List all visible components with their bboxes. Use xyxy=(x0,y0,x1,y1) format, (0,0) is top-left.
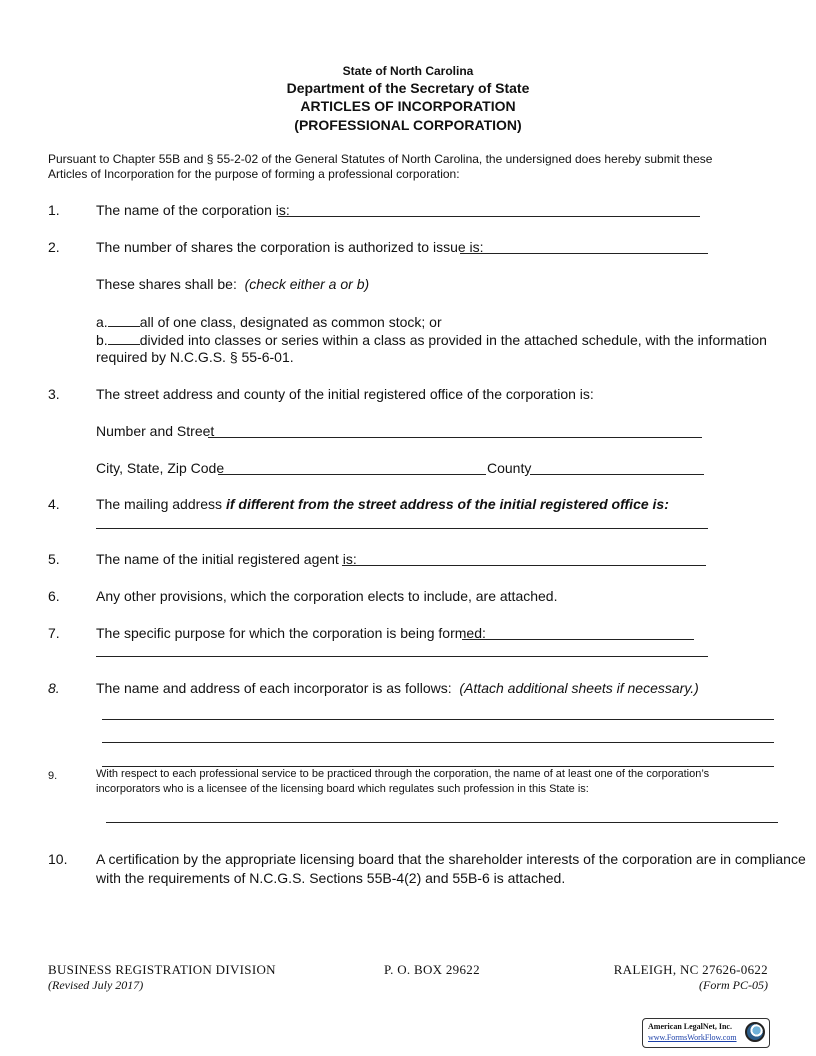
option-a-text: all of one class, designated as common stock; or xyxy=(139,314,442,330)
purpose-field-line-2[interactable] xyxy=(96,656,708,657)
item-2-number: 2. xyxy=(48,239,60,255)
item-10-number: 10. xyxy=(48,851,68,867)
item-4-text-bold: if different from the street address of the initial registered office is: xyxy=(225,496,669,512)
item-10-line-1: A certification by the appropriate licensing board that the shareholder interests of the corporation are in compliance xyxy=(96,851,806,867)
item-10-line-2: with the requirements of N.C.G.S. Sections 55B-4(2) and 55B-6 is attached. xyxy=(96,870,566,886)
globe-icon xyxy=(745,1022,765,1042)
item-1-number: 1. xyxy=(48,202,60,218)
page-subtitle: (PROFESSIONAL CORPORATION) xyxy=(294,117,522,133)
item-5-number: 5. xyxy=(48,551,60,567)
item-4-number: 4. xyxy=(48,496,60,512)
item-7-label: The specific purpose for which the corporation is being formed: xyxy=(96,625,486,641)
footer-revised: (Revised July 2017) xyxy=(48,978,144,992)
item-7-number: 7. xyxy=(48,625,60,641)
county-field[interactable] xyxy=(530,474,704,475)
purpose-field-line-1[interactable] xyxy=(462,639,694,640)
shares-label xyxy=(96,276,369,292)
shares-hint: (check either a or b) xyxy=(244,276,370,292)
option-b-text: divided into classes or series within a class as provided in the attached schedule, with the information xyxy=(139,332,767,348)
page-title: ARTICLES OF INCORPORATION xyxy=(300,98,516,114)
item-8-number: 8. xyxy=(48,680,60,696)
option-b-prefix: b. xyxy=(96,332,108,348)
registered-agent-field[interactable] xyxy=(342,565,706,566)
street-label: Number and Street xyxy=(96,423,215,439)
item-8-text: The name and address of each incorporator is as follows: xyxy=(96,680,452,696)
licensee-field[interactable] xyxy=(106,822,778,823)
item-6-number: 6. xyxy=(48,588,60,604)
option-b-continued: required by N.C.G.S. § 55-6-01. xyxy=(96,349,294,365)
americanlegalnet-logo[interactable] xyxy=(642,1018,770,1048)
logo-name: American LegalNet, Inc. xyxy=(648,1022,732,1031)
city-label: City, State, Zip Code xyxy=(96,460,225,476)
item-6-label: Any other provisions, which the corporation elects to include, are attached. xyxy=(96,588,558,604)
item-2-label: The number of shares the corporation is authorized to issue is: xyxy=(96,239,484,255)
option-a xyxy=(96,313,442,330)
item-9-line-2: incorporators who is a licensee of the licensing board which regulates such profession in this State is: xyxy=(96,783,589,795)
footer-pobox: P. O. BOX 29622 xyxy=(384,962,480,977)
incorporator-field-line-2[interactable] xyxy=(102,742,774,743)
option-b xyxy=(96,331,767,348)
item-3-number: 3. xyxy=(48,386,60,402)
footer-city: RALEIGH, NC 27626-0622 xyxy=(613,962,768,977)
footer-form-number: (Form PC-05) xyxy=(699,978,768,992)
item-4-label xyxy=(96,496,669,512)
intro-paragraph: Pursuant to Chapter 55B and § 55-2-02 of the General Statutes of North Carolina, the undersigned does hereby submit these Articles of Incorporation for the purpose of forming a professional corporation: xyxy=(48,152,713,181)
incorporator-field-line-1[interactable] xyxy=(102,719,774,720)
item-3-label: The street address and county of the initial registered office of the corporation is: xyxy=(96,386,594,402)
item-4-text: The mailing address xyxy=(96,496,226,512)
item-8-hint: (Attach additional sheets if necessary.) xyxy=(459,680,699,696)
department-heading: Department of the Secretary of State xyxy=(286,80,530,96)
item-9-number: 9. xyxy=(48,770,58,782)
authorized-shares-field[interactable] xyxy=(460,253,708,254)
logo-url-link[interactable]: www.FormsWorkFlow.com xyxy=(648,1033,737,1042)
option-b-checkbox-blank[interactable] xyxy=(108,331,140,345)
city-state-zip-field[interactable] xyxy=(218,474,486,475)
mailing-address-field[interactable] xyxy=(96,528,708,529)
shares-label-text: These shares shall be: xyxy=(96,276,237,292)
incorporator-field-line-3[interactable] xyxy=(102,766,774,767)
footer-division: BUSINESS REGISTRATION DIVISION xyxy=(48,962,276,977)
item-9-line-1: With respect to each professional service to be practiced through the corporation, the name of at least one of the corporation’s xyxy=(96,768,710,780)
option-a-prefix: a. xyxy=(96,314,108,330)
corporation-name-field[interactable] xyxy=(278,216,700,217)
street-field[interactable] xyxy=(208,437,702,438)
county-label: County xyxy=(487,460,532,476)
state-heading: State of North Carolina xyxy=(342,64,474,78)
item-5-label: The name of the initial registered agent is: xyxy=(96,551,357,567)
item-1-label: The name of the corporation is: xyxy=(96,202,290,218)
option-a-checkbox-blank[interactable] xyxy=(108,313,140,327)
item-8-label xyxy=(96,680,699,696)
